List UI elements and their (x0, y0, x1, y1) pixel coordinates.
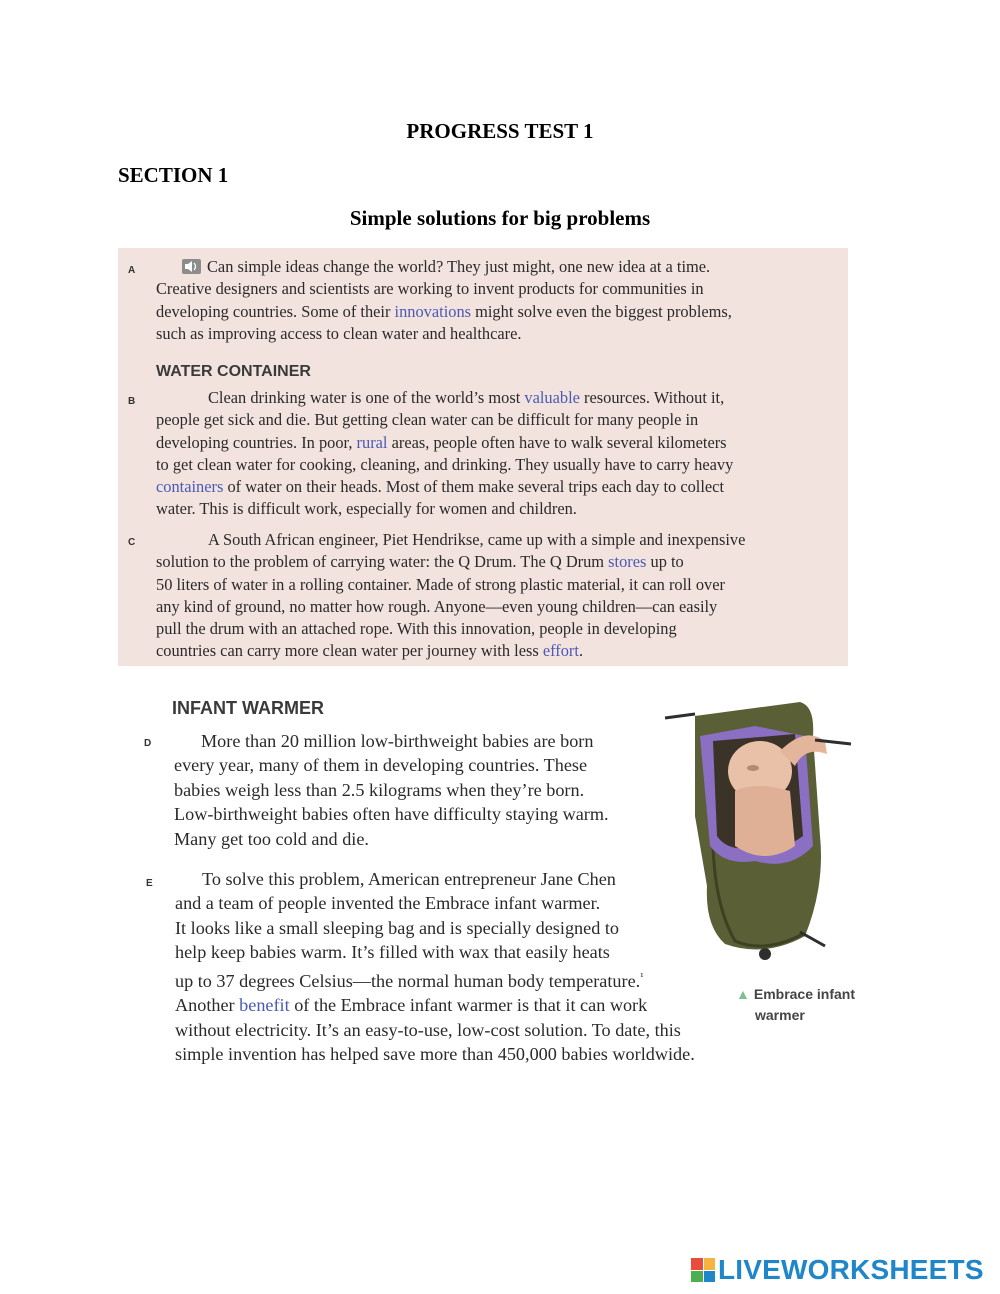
text-segment: simple invention has helped save more than 450,000 babies worldwide. (175, 1043, 695, 1064)
text-segment: solution to the problem of carrying water: the Q Drum. The Q Drum (156, 552, 609, 572)
vocabulary-word: containers (156, 477, 224, 497)
text-segment: Another (175, 995, 240, 1016)
paragraph-c-line-5 (156, 640, 745, 662)
water-container-heading: WATER CONTAINER (156, 363, 311, 380)
paragraph-b-line-2 (156, 432, 733, 454)
text-segment: up to 37 degrees Celsius—the normal human body temperature. (175, 970, 641, 991)
paragraph-e (175, 867, 695, 1066)
text-segment: and a team of people invented the Embrace infant warmer. (175, 893, 601, 914)
logo-grid-icon (691, 1258, 715, 1282)
vocabulary-word: stores (608, 552, 647, 572)
paragraph-e-line-5 (175, 993, 695, 1017)
paragraph-b (156, 387, 733, 521)
paragraph-letter-a: A (128, 265, 136, 276)
paragraph-letter-b: B (128, 396, 136, 407)
paragraph-a-line-0: Can simple ideas change the world? They just might, one new idea at a time. (156, 256, 732, 278)
paragraph-c-line-1 (156, 551, 745, 573)
text-segment: might solve even the biggest problems, (471, 301, 732, 321)
liveworksheets-logo (691, 1254, 984, 1286)
paragraph-a-line-3 (156, 323, 732, 345)
paragraph-c-line-0 (156, 529, 745, 551)
paragraph-c (156, 529, 745, 663)
text-segment: water. This is difficult work, especially for women and children. (156, 499, 577, 519)
text-segment: developing countries. In poor, (156, 432, 357, 452)
text-segment: areas, people often have to walk several kilometers (387, 432, 727, 452)
text-segment: any kind of ground, no matter how rough. Anyone—even young children—can easily (156, 596, 718, 616)
paragraph-d-line-3 (174, 802, 609, 826)
page-title: PROGRESS TEST 1 (406, 119, 594, 143)
text-segment: of water on their heads. Most of them make several trips each day to collect (223, 477, 725, 497)
paragraph-c-line-2 (156, 574, 745, 596)
paragraph-a (156, 256, 732, 345)
text-segment: developing countries. Some of their (156, 301, 395, 321)
text-segment: It looks like a small sleeping bag and is specially designed to (175, 917, 619, 938)
paragraph-letter-c: C (128, 537, 136, 548)
text-segment: Creative designers and scientists are working to invent products for communities in (156, 279, 704, 299)
text-segment: Low-birthweight babies often have difficulty staying warm. (174, 804, 609, 825)
paragraph-b-line-3 (156, 454, 733, 476)
paragraph-c-line-3 (156, 596, 745, 618)
paragraph-e-line-3 (175, 940, 695, 964)
text-segment: people get sick and die. But getting clean water can be difficult for many people in (156, 410, 699, 430)
paragraph-e-line-2 (175, 916, 695, 940)
paragraph-b-line-0 (156, 387, 733, 409)
vocabulary-word: rural (356, 432, 388, 452)
footnote-marker: ¹ (640, 970, 644, 983)
vocabulary-word: innovations (394, 301, 472, 321)
vocabulary-word: benefit (239, 995, 290, 1016)
caption-triangle-icon: ▲ (736, 986, 750, 1002)
text-segment: A South African engineer, Piet Hendrikse, came up with a simple and inexpensive (208, 530, 746, 549)
section-heading: SECTION 1 (118, 163, 229, 187)
photo-caption: ▲ Embrace infant warmer (736, 986, 855, 1023)
paragraph-b-line-5 (156, 498, 733, 520)
text-segment: without electricity. It’s an easy-to-use, low-cost solution. To date, this (175, 1019, 681, 1040)
text-segment: to get clean water for cooking, cleaning, and drinking. They usually have to carry heavy (156, 454, 734, 474)
text-segment: More than 20 million low-birthweight babies are born (201, 731, 594, 751)
text-segment: pull the drum with an attached rope. With this innovation, people in developing (156, 619, 677, 639)
text-segment: every year, many of them in developing countries. These (174, 755, 588, 776)
text-segment: of the Embrace infant warmer is that it can work (289, 995, 648, 1016)
text-segment: resources. Without it, (579, 388, 725, 407)
paragraph-b-line-4 (156, 476, 733, 498)
paragraph-c-line-4 (156, 618, 745, 640)
audio-play-icon[interactable] (182, 259, 201, 274)
paragraph-e-line-0 (175, 867, 695, 891)
paragraph-d-line-0 (174, 729, 609, 753)
paragraph-e-line-4 (175, 965, 695, 993)
infant-warmer-photo (655, 696, 855, 968)
paragraph-d-line-1 (174, 753, 609, 777)
vocabulary-word: effort (542, 641, 579, 661)
paragraph-letter-e: E (146, 878, 153, 889)
passage-title: Simple solutions for big problems (349, 206, 651, 230)
paragraph-e-line-1 (175, 891, 695, 915)
text-segment: up to (646, 552, 684, 572)
logo-text: LIVEWORKSHEETS (718, 1254, 984, 1285)
paragraph-d-line-4 (174, 827, 609, 851)
paragraph-letter-d: D (144, 738, 152, 749)
text-segment: To solve this problem, American entrepreneur Jane Chen (202, 869, 616, 889)
text-segment: Many get too cold and die. (174, 828, 369, 849)
paragraph-d (174, 729, 609, 851)
paragraph-a-line-1 (156, 278, 732, 300)
infant-warmer-heading: INFANT WARMER (172, 698, 324, 718)
text-segment: countries can carry more clean water per journey with less (156, 641, 543, 661)
text-segment: 50 liters of water in a rolling container. Made of strong plastic material, it can roll over (156, 574, 725, 594)
vocabulary-word: valuable (524, 388, 580, 407)
paragraph-a-line-2 (156, 301, 732, 323)
paragraph-b-line-1 (156, 409, 733, 431)
paragraph-e-line-7 (175, 1042, 695, 1066)
text-segment: help keep babies warm. It’s filled with wax that easily heats (175, 942, 610, 963)
text-segment: such as improving access to clean water and healthcare. (156, 323, 522, 343)
reading-panel (118, 248, 848, 666)
text-segment: babies weigh less than 2.5 kilograms when they’re born. (174, 779, 585, 800)
paragraph-e-line-6 (175, 1018, 695, 1042)
paragraph-d-line-2 (174, 778, 609, 802)
text-segment: Clean drinking water is one of the world’s most (208, 388, 525, 407)
text-segment: . (578, 641, 584, 661)
